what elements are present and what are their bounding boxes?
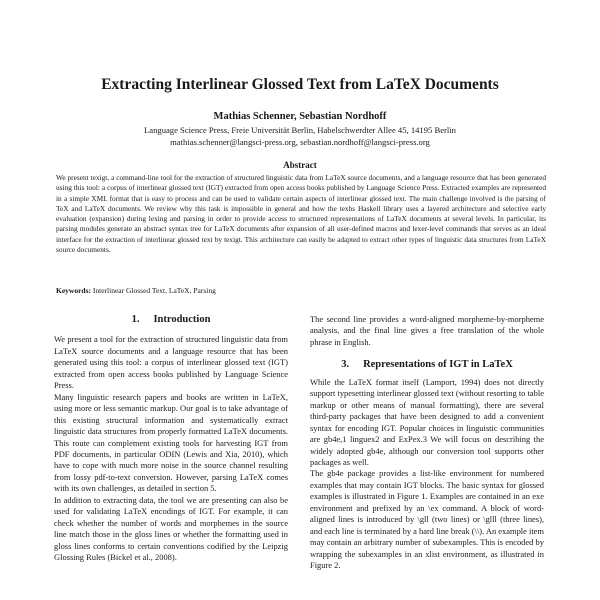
section-1-number: 1. bbox=[131, 314, 140, 325]
section-1-heading bbox=[54, 314, 288, 325]
affiliation: Language Science Press, Freie Universität Berlin, Habelschwerdter Allee 45, 14195 Berlin bbox=[144, 125, 456, 135]
author-list: Mathias Schenner, Sebastian Nordhoff bbox=[213, 111, 387, 122]
abstract-heading: Abstract bbox=[283, 160, 317, 170]
keywords-text: Interlinear Glossed Text, LaTeX, Parsing bbox=[92, 286, 216, 295]
affiliation-block bbox=[0, 124, 600, 148]
keywords-label: Keywords: bbox=[56, 286, 91, 295]
section-3-number: 3. bbox=[341, 359, 350, 371]
paper-title: Extracting Interlinear Glossed Text from LaTeX Documents bbox=[101, 76, 499, 93]
section-1-paragraph-1: We present a tool for the extraction of structured linguistic data from LaTeX source documents and a language resource that has been generated using this tool: a corpus of interlinear glossed text (IGT) extracted from open access books published by Language Science Press. bbox=[54, 334, 288, 391]
left-column bbox=[54, 314, 288, 564]
abstract-text: We present texigt, a command-line tool for the extraction of structured linguistic data from LaTeX source documents, and a language resource that has been generated using this tool: a corpus of interlinear glossed text (IGT) extracted from open access books published by Language Science Press. Extracted examples are represented in a simple XML format that is easy to process and can be used to validate certain aspects of interlinear glossed text. The main challenge involved is the parsing of TeX and LaTeX documents. We review why this task is impossible in general and how the texhs Haskell library uses a layered architecture and selective early evaluation (expansion) during lexing and parsing in order to provide access to structured representations of LaTeX documents at several levels. In particular, its parsing modules generate an abstract syntax tree for LaTeX documents after expansion of all user-defined macros and lexer-level commands that serves as an ideal interface for the extraction of interlinear glossed text by texigt. This architecture can easily be adapted to extract other types of linguistic data structures from LaTeX source documents. bbox=[56, 173, 546, 255]
section-3-heading bbox=[310, 359, 544, 370]
section-1-paragraph-2: Many linguistic research papers and books are written in LaTeX, using more or less semantic markup. Our goal is to take advantage of this existing structural information and systematically extract linguistic data structures from properly formatted LaTeX documents. This route can complement existing tools for harvesting IGT from PDF documents, in particular ODIN (Lewis and Xia, 2010), which have to cope with much more noise in the source channel resulting from lossy pdf-to-text conversion. However, parsing LaTeX comes with its own challenges, as detailed in section 5. bbox=[54, 391, 288, 494]
section-3-title: Representations of IGT in LaTeX bbox=[363, 359, 513, 371]
section-3-paragraph-2: The gb4e package provides a list-like environment for numbered examples that may contain IGT blocks. The basic syntax for glossed examples is illustrated in Figure 1. Examples are contained in an exe environment and prefixed by an \ex command. A block of word-aligned lines is introduced by \gll (two lines) or \glll (three lines), and each line is terminated by a hard line break (\\). An example item may contain an arbitrary number of subexamples. This is encoded by wrapping the subexamples in an xlist environment, as illustrated in Figure 2. bbox=[310, 468, 544, 571]
section-1-paragraph-3: In addition to extracting data, the tool we are presenting can also be used for validating LaTeX encodings of IGT. For example, it can check whether the number of words and morphemes in the source line match those in the gloss lines or whether the formatting used in gloss lines conforms to certain conventions codified by the Leipzig Glossing Rules (Bickel et al., 2008). bbox=[54, 494, 288, 563]
right-column bbox=[310, 314, 544, 572]
section-3-paragraph-1: While the LaTeX format itself (Lamport, 1994) does not directly support typesetting interlinear glossed text (without resorting to table markup or other means of manual formatting), there are several third-party packages that have been designed to add a convenient syntax for encoding IGT. Popular choices in linguistic communities are gb4e,1 linguex2 and ExPex.3 We will focus on describing the widely adopted gb4e, although our conversion tool supports other packages as well. bbox=[310, 376, 544, 467]
section-1-title: Introduction bbox=[153, 314, 211, 325]
keywords bbox=[56, 286, 546, 295]
section-2-paragraph-end: The second line provides a word-aligned morpheme-by-morpheme analysis, and the final line gives a free translation of the whole phrase in English. bbox=[310, 314, 544, 347]
author-emails: mathias.schenner@langsci-press.org, sebastian.nordhoff@langsci-press.org bbox=[170, 137, 430, 147]
